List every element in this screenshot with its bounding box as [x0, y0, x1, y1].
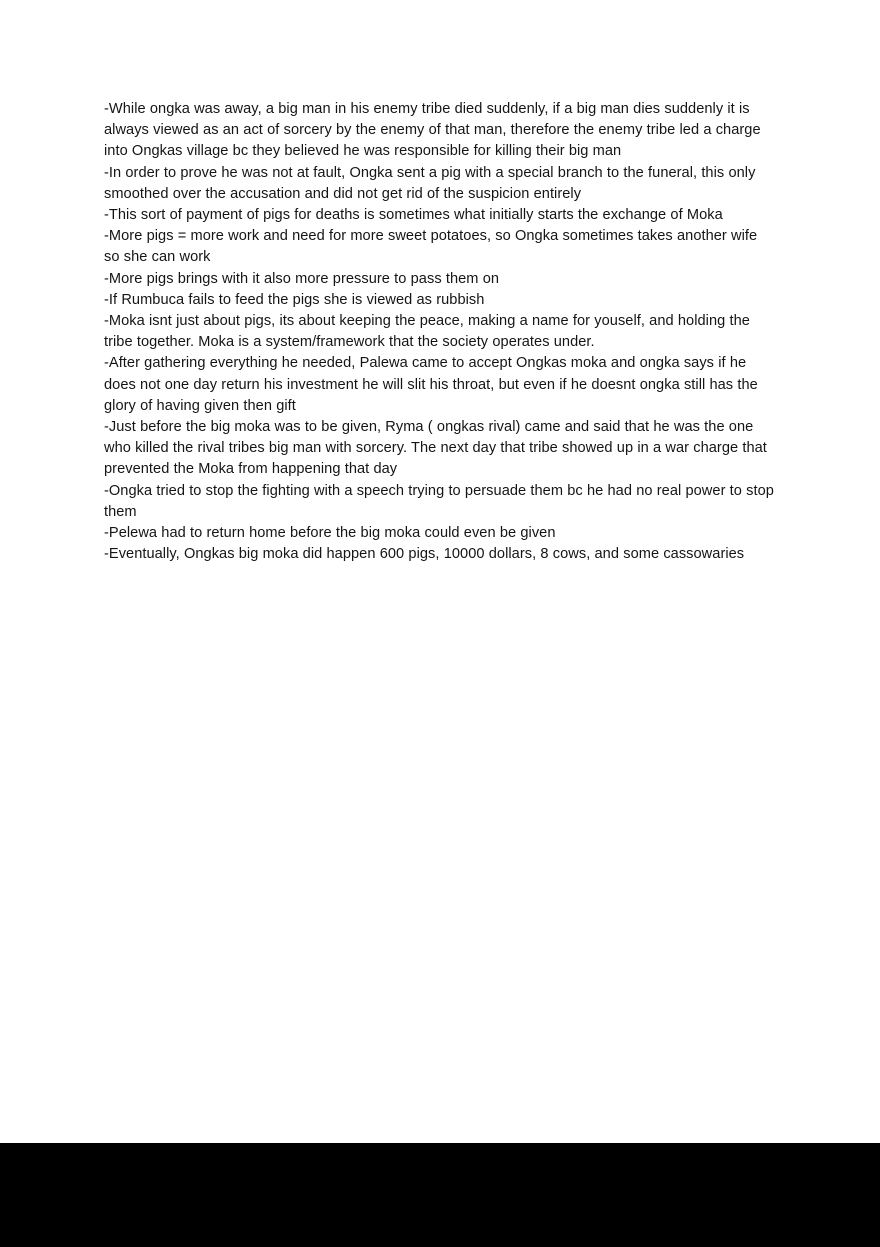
- note-line: -More pigs = more work and need for more sweet potatoes, so Ongka sometimes takes another wife so she can work: [104, 228, 762, 266]
- note-line: -In order to prove he was not at fault, Ongka sent a pig with a special branch to the funeral, this only smoothed over the accusation and did not get rid of the suspicion entirely: [104, 164, 760, 202]
- note-line: -Moka isnt just about pigs, its about keeping the peace, making a name for youself, and holding the tribe together. Moka is a system/framework that the society operates under.: [104, 313, 755, 351]
- notes-body: [104, 99, 779, 565]
- note-line: -Ongka tried to stop the fighting with a speech trying to persuade them bc he had no real power to stop them: [104, 482, 779, 520]
- note-line: -If Rumbuca fails to feed the pigs she is viewed as rubbish: [104, 291, 485, 308]
- bottom-black-band: [0, 1143, 880, 1247]
- note-line: -Just before the big moka was to be given, Ryma ( ongkas rival) came and said that he was the one who killed the rival tribes big man with sorcery. The next day that tribe showed up in a war charge that prevented the Moka from happening that day: [104, 419, 772, 478]
- note-line: -This sort of payment of pigs for deaths is sometimes what initially starts the exchange of Moka: [104, 207, 723, 224]
- note-line: -More pigs brings with it also more pressure to pass them on: [104, 270, 500, 287]
- note-line: -While ongka was away, a big man in his enemy tribe died suddenly, if a big man dies suddenly it is always viewed as an act of sorcery by the enemy of that man, therefore the enemy tribe led a charge into Ongkas village bc they believed he was responsible for killing their big man: [104, 101, 765, 160]
- note-line: -Pelewa had to return home before the big moka could even be given: [104, 525, 556, 542]
- note-line: -Eventually, Ongkas big moka did happen 600 pigs, 10000 dollars, 8 cows, and some cassowaries: [104, 546, 745, 563]
- note-line: -After gathering everything he needed, Palewa came to accept Ongkas moka and ongka says if he does not one day return his investment he will slit his throat, but even if he doesnt ongka still has the glory of having given then gift: [104, 355, 763, 414]
